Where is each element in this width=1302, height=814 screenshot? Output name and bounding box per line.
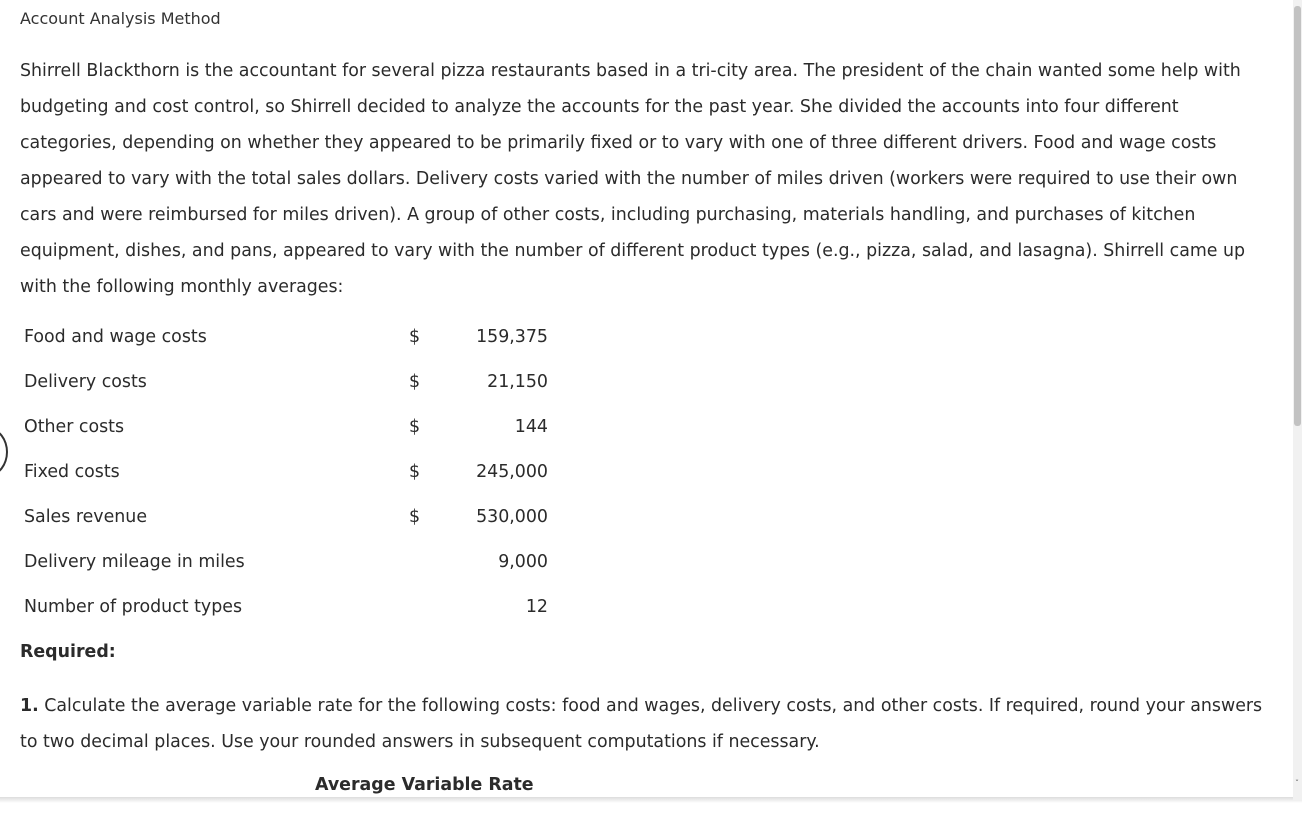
table-row <box>20 449 548 494</box>
table-row <box>20 539 548 584</box>
table-row <box>20 584 548 629</box>
row-currency: $ <box>409 326 421 347</box>
row-label: Other costs <box>24 416 125 437</box>
row-label: Food and wage costs <box>24 326 207 347</box>
question-number: 1. <box>20 696 39 716</box>
row-value: 245,000 <box>476 461 548 482</box>
scrollbar-thumb[interactable] <box>1294 6 1301 426</box>
row-value: 530,000 <box>476 506 548 527</box>
row-label: Sales revenue <box>24 506 148 527</box>
row-currency: $ <box>409 506 421 527</box>
partial-circle-graphic <box>0 428 8 476</box>
row-label: Delivery costs <box>24 371 147 392</box>
monthly-averages-table <box>20 314 548 629</box>
vertical-scrollbar[interactable] <box>1293 0 1302 800</box>
row-currency: $ <box>409 371 421 392</box>
row-value: 12 <box>525 596 548 617</box>
table-row <box>20 494 548 539</box>
average-variable-rate-header: Average Variable Rate <box>315 775 534 795</box>
question-1 <box>20 688 1275 760</box>
row-value: 159,375 <box>476 326 548 347</box>
page-title: Account Analysis Method <box>20 9 221 28</box>
scroll-down-arrow-icon[interactable]: ˇ <box>1295 779 1299 788</box>
table-row <box>20 404 548 449</box>
intro-paragraph: Shirrell Blackthorn is the accountant for several pizza restaurants based in a tri-city area. The president of the chain wanted some help with budgeting and cost control, so Shirrell decided to analyze the accounts for the past year. She divided the accounts into four different categories, depending on whether they appeared to be primarily fixed or to vary with one of three different drivers. Food and wage costs appeared to vary with the total sales dollars. Delivery costs varied with the number of miles driven (workers were required to use their own cars and were reimbursed for miles driven). A group of other costs, including purchasing, materials handling, and purchases of kitchen equipment, dishes, and pans, appeared to vary with the number of different product types (e.g., pizza, salad, and lasagna). Shirrell came up with the following monthly averages: <box>20 61 1246 297</box>
row-label: Number of product types <box>24 596 243 617</box>
row-value: 21,150 <box>487 371 548 392</box>
row-label: Fixed costs <box>24 461 120 482</box>
required-heading: Required: <box>20 642 116 662</box>
row-value: 9,000 <box>498 551 548 572</box>
row-currency <box>409 584 465 629</box>
row-value: 144 <box>514 416 548 437</box>
table-row <box>20 314 548 359</box>
row-currency: $ <box>409 416 421 437</box>
bottom-edge-shadow <box>0 797 1302 814</box>
row-currency <box>409 539 465 584</box>
row-label: Delivery mileage in miles <box>24 551 245 572</box>
row-currency: $ <box>409 461 421 482</box>
question-text: Calculate the average variable rate for the following costs: food and wages, delivery costs, and other costs. If required, round your answers to two decimal places. Use your rounded answers in subsequent computations if necessary. <box>20 696 1263 752</box>
table-row <box>20 359 548 404</box>
